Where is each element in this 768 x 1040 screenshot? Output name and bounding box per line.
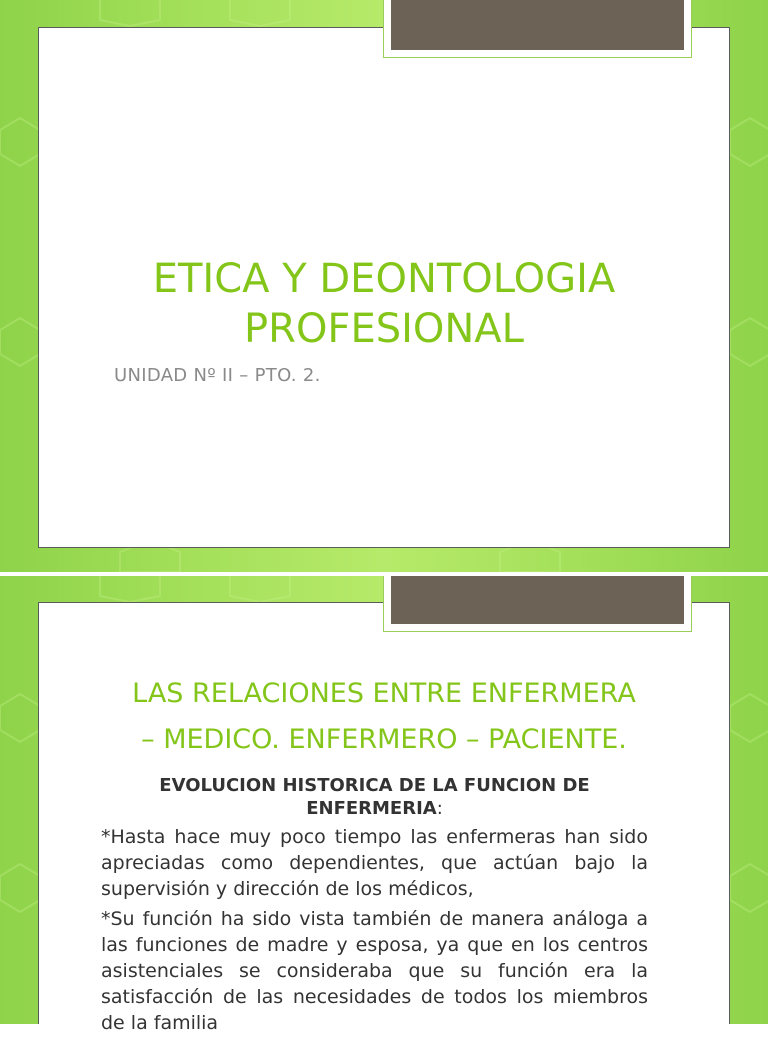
slide-title bbox=[0, 671, 768, 763]
section-heading-text: EVOLUCION HISTORICA DE LA FUNCION DE ENFERMERIA bbox=[159, 775, 590, 819]
slide-subtitle: UNIDAD Nº II – PTO. 2. bbox=[114, 365, 321, 386]
slide-body bbox=[101, 774, 648, 1040]
section-heading bbox=[125, 774, 624, 820]
header-tab-fill bbox=[391, 0, 684, 50]
section-heading-colon: : bbox=[436, 798, 443, 819]
header-tab-fill bbox=[391, 576, 684, 624]
header-tab bbox=[383, 576, 692, 632]
slide-title-line-1: LAS RELACIONES ENTRE ENFERMERA bbox=[132, 678, 636, 709]
header-tab bbox=[383, 0, 692, 58]
slide-title-line-1: ETICA Y DEONTOLOGIA bbox=[152, 256, 616, 302]
paragraph-2: *Su función ha sido vista también de manera análoga a las funciones de madre y esposa, ya que en los centros asistenciales se consideraba que su función era la satisfacción de las necesidades de todos los miembros de la familia bbox=[101, 908, 648, 1034]
slide-title bbox=[0, 254, 768, 354]
slide-title-line-2: – MEDICO. ENFERMERO – PACIENTE. bbox=[141, 724, 627, 755]
paragraph-1: *Hasta hace muy poco tiempo las enfermeras han sido apreciadas como dependientes, que actúan bajo la supervisión y dirección de los médicos, bbox=[101, 826, 648, 900]
slide-title-line-2: PROFESIONAL bbox=[244, 306, 524, 352]
